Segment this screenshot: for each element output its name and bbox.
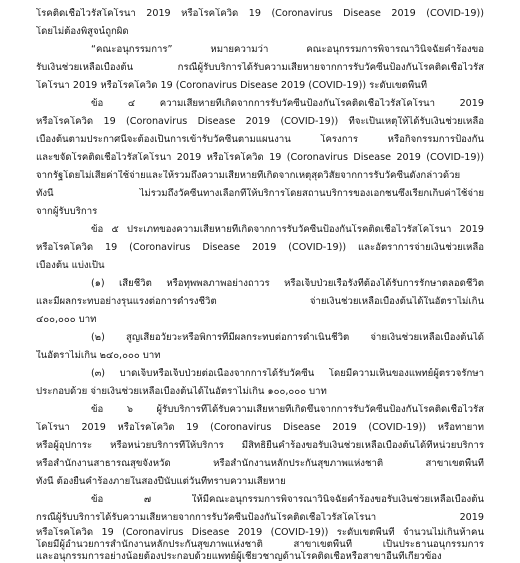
text-line: ข้อ ๗ ให้มีคณะอนุกรรมการพิจารณาวินิจฉัยคำร้องขอรับเงินช่วยเหลือเบื้องต้น [91,494,484,505]
text-line: ข้อ ๔ ความเสียหายที่เกิดจากการรับวัคซีนป้องกันโรคติดเชื้อไวรัสโคโรนา 2019 [91,98,484,109]
text-line: จากรัฐโดยไม่เสียค่าใช้จ่ายและให้รวมถึงความเสียหายที่เกิดจากเหตุสุดวิสัยจากการรับวัคซีนดังกล่าวด้วย [36,170,461,181]
text-line: และมีผลกระทบอย่างรุนแรงต่อการดำรงชีวิต จ่ายเงินช่วยเหลือเบื้องต้นได้ในอัตราไม่เกิน [36,296,484,307]
text-line: จากผู้รับบริการ [36,206,98,217]
text-line: และขจัดโรคติดเชื้อไวรัสโคโรนา 2019 หรือโรคโควิด 19 (Coronavirus Disease 2019 (COVID-19)) [36,152,484,163]
text-line: ประกอบด้วย จ่ายเงินช่วยเหลือเบื้องต้นได้ในอัตราไม่เกิน ๑๐๐,๐๐๐ บาท [36,386,327,397]
text-line: (๒) สูญเสียอวัยวะหรือพิการที่มีผลกระทบต่อการดำเนินชีวิต จ่ายเงินช่วยเหลือเบื้องต้นได้ [91,332,484,343]
text-line: เบื้องต้นตามประกาศนี้จะต้องเป็นการเข้ารับวัคซีนตามแผนงาน โครงการ หรือกิจกรรมการป้องกัน [36,134,484,145]
text-line: โคโรนา 2019 หรือโรคโควิด 19 (Coronavirus Disease 2019 (COVID-19)) หรือทายาท [36,422,484,433]
text-line: (๓) บาดเจ็บหรือเจ็บป่วยต่อเนื่องจากการได้รับวัคซีน โดยมีความเห็นของแพทย์ผู้ตรวจรักษา [91,368,484,379]
text-line: โดยมีผู้อำนวยการสำนักงานหลักประกันสุขภาพแห่งชาติ สาขาเขตพื้นที่ เป็นประธานอนุกรรมการ [36,539,484,550]
text-line: ข้อ ๕ ประเภทของความเสียหายที่เกิดจากการรับวัคซีนป้องกันโรคติดเชื้อไวรัสโคโรนา 2019 [91,224,484,235]
text-line: เบื้องต้น แบ่งเป็น [36,260,105,271]
text-line: ทั้งนี้ ไม่รวมถึงวัคซีนทางเลือกที่ให้บริการโดยสถานบริการของเอกชนซึ่งเรียกเก็บค่าใช้จ่าย [36,188,484,199]
text-line: หรือผู้อุปการะ หรือหน่วยบริการที่ให้บริการ มีสิทธิยื่นคำร้องขอรับเงินช่วยเหลือเบื้องต้นได้ที่หน่วยบริการ [36,440,484,451]
text-line: และอนุกรรมการอย่างน้อยต้องประกอบด้วยแพทย์ผู้เชี่ยวชาญด้านโรคติดเชื้อหรือสาขาอื่นที่เกี่ยวข้อง [36,551,442,562]
text-line: โคโรนา 2019 หรือโรคโควิด 19 (Coronavirus Disease 2019 (COVID-19)) ระดับเขตพื้นที่ [36,80,428,91]
text-line: โดยไม่ต้องพิสูจน์ถูกผิด [36,26,129,37]
text-line: ทั้งนี้ ต้องยื่นคำร้องภายในสองปีนับแต่วันที่ทราบความเสียหาย [36,476,286,487]
text-line: หรือสำนักงานสาธารณสุขจังหวัด หรือสำนักงานหลักประกันสุขภาพแห่งชาติ สาขาเขตพื้นที่ [36,458,484,469]
text-line: โรคติดเชื้อไวรัสโคโรนา 2019 หรือโรคโควิด 19 (Coronavirus Disease 2019 (COVID-19)) [36,8,484,19]
text-line: “คณะอนุกรรมการ” หมายความว่า คณะอนุกรรมการพิจารณาวินิจฉัยคำร้องขอ [91,44,484,55]
text-line: รับเงินช่วยเหลือเบื้องต้น กรณีผู้รับบริการได้รับความเสียหายจากการรับวัคซีนป้องกันโรคติดเชื้อไวรัส [36,62,484,73]
text-line: ในอัตราไม่เกิน ๒๔๐,๐๐๐ บาท [36,350,161,361]
text-line: ข้อ ๖ ผู้รับบริการที่ได้รับความเสียหายที่เกิดขึ้นจากการรับวัคซีนป้องกันโรคติดเชื้อไวรัส [91,404,484,415]
text-line: ๔๐๐,๐๐๐ บาท [36,314,97,325]
text-line: (๑) เสียชีวิต หรือทุพพลภาพอย่างถาวร หรือเจ็บป่วยเรื้อรังที่ต้องได้รับการรักษาตลอดชีวิต [91,278,484,289]
text-line: กรณีผู้รับบริการได้รับความเสียหายจากการรับวัคซีนป้องกันโรคติดเชื้อไวรัสโคโรนา 2019 [36,512,484,523]
text-line: หรือโรคโควิด 19 (Coronavirus Disease 2019 (COVID-19)) ที่จะเป็นเหตุให้ได้รับเงินช่วยเหลือ [36,116,484,127]
text-line: หรือโรคโควิด 19 (Coronavirus Disease 2019 (COVID-19)) และอัตราการจ่ายเงินช่วยเหลือ [36,242,484,253]
text-line: หรือโรคโควิด 19 (Coronavirus Disease 2019 (COVID-19)) ระดับเขตพื้นที่ จำนวนไม่เกินห้าคน [36,527,484,538]
